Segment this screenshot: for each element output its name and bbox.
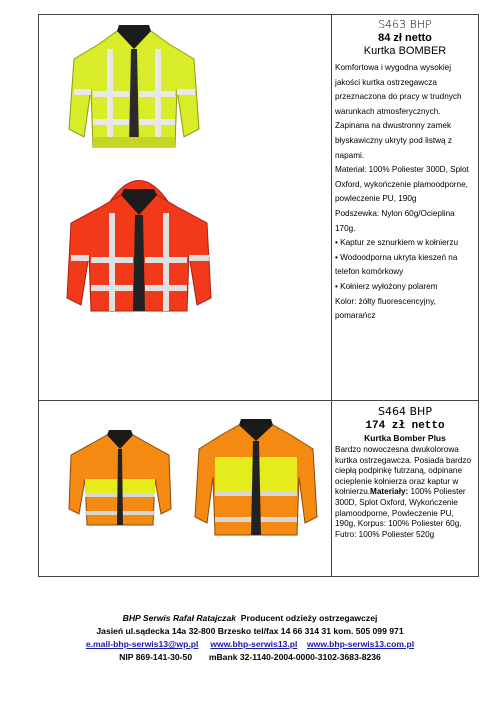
website-link-com[interactable]: www.bhp-serwis13.com.pl [306,639,415,649]
feature-bullet: • Kaptur ze sznurkiem w kołnierzu [335,238,458,248]
description-paragraph: Podszewka: Nylon 60g/Ocieplina 170g. [335,208,455,233]
product-info-s463 [332,15,478,400]
description-paragraph: Komfortowa i wygodna wysokiej jakości kurtka ostrzegawcza przeznaczona do pracy w trudnych warunkach atmosferycznych. [335,63,462,116]
bank-account: mBank 32-1140-2004-0000-3102-3683-8236 [208,652,381,662]
nip-number: NIP 869-141-30-50 [119,652,193,662]
product-price: 174 zł netto [365,420,445,432]
materials-text: 100% Poliester 300D, Splot Oxford, Wykończenie plamoodporne, Powleczenie PU, 190g, Korpus: 100% Poliester 60g, Futro: 100% Poliester 520g [335,487,466,539]
product-code: S464 BHP [378,405,432,418]
product-info-s464 [332,401,478,576]
feature-bullet: • Wodoodporna ukryta kieszeń na telefon komórkowy [335,252,458,277]
product-price: 84 zł netto [378,32,432,44]
orange-jacket-image [59,163,219,323]
email-link[interactable]: e.mail-bhp-serwis13@wp.pl [85,639,199,649]
feature-bullet: • Kołnierz wyłożony polarem [335,281,438,291]
yellow-orange-jacket-image [191,417,321,547]
product-table [38,14,479,577]
yellow-jacket-image [59,19,209,159]
product-code: S463 BHP [378,18,432,31]
description-paragraph: Materiał: 100% Poliester 300D, Splot Oxford, wykończenie plamoodporne, powleczenie PU, 190g [335,165,469,204]
product-name: Kurtka Bomber Plus [364,433,446,443]
product-row-s463 [39,15,478,401]
company-tagline: Producent odzieży ostrzegawczej [240,613,378,623]
footer-links [0,638,500,651]
footer-address: Jasień ul.sądecka 14a 32-800 Brzesko tel/fax 14 66 314 31 kom. 505 099 971 [96,626,404,636]
product-description [332,57,478,324]
description-intro: Bardzo nowoczesna dwukolorowa kurtka ostrzegawcza. Posiada bardzo ciepłą podpinkę futrzaną, odpinane ocieplenie kołnierza oraz kaptur w kołnierzu. [335,445,472,497]
materials-label: Materiały: [370,487,409,497]
color-info: Kolor: żółty fluorescencyjny, pomarańcz [335,296,436,321]
footer-bank-line [0,651,500,664]
product-name: Kurtka BOMBER [363,45,447,57]
product-images-s464 [39,401,332,576]
company-name: BHP Serwis Rafał Ratajczak [122,613,236,623]
company-footer [0,612,500,664]
description-paragraph: Zapinana na dwustronny zamek błyskawiczny ukryty pod listwą z napami. [335,121,452,160]
orange-yellow-jacket-image [65,429,175,534]
product-description [332,443,478,540]
product-images-s463 [39,15,332,400]
product-row-s464 [39,401,478,576]
footer-company-line [0,612,500,625]
website-link[interactable]: www.bhp-serwis13.pl [210,639,298,649]
